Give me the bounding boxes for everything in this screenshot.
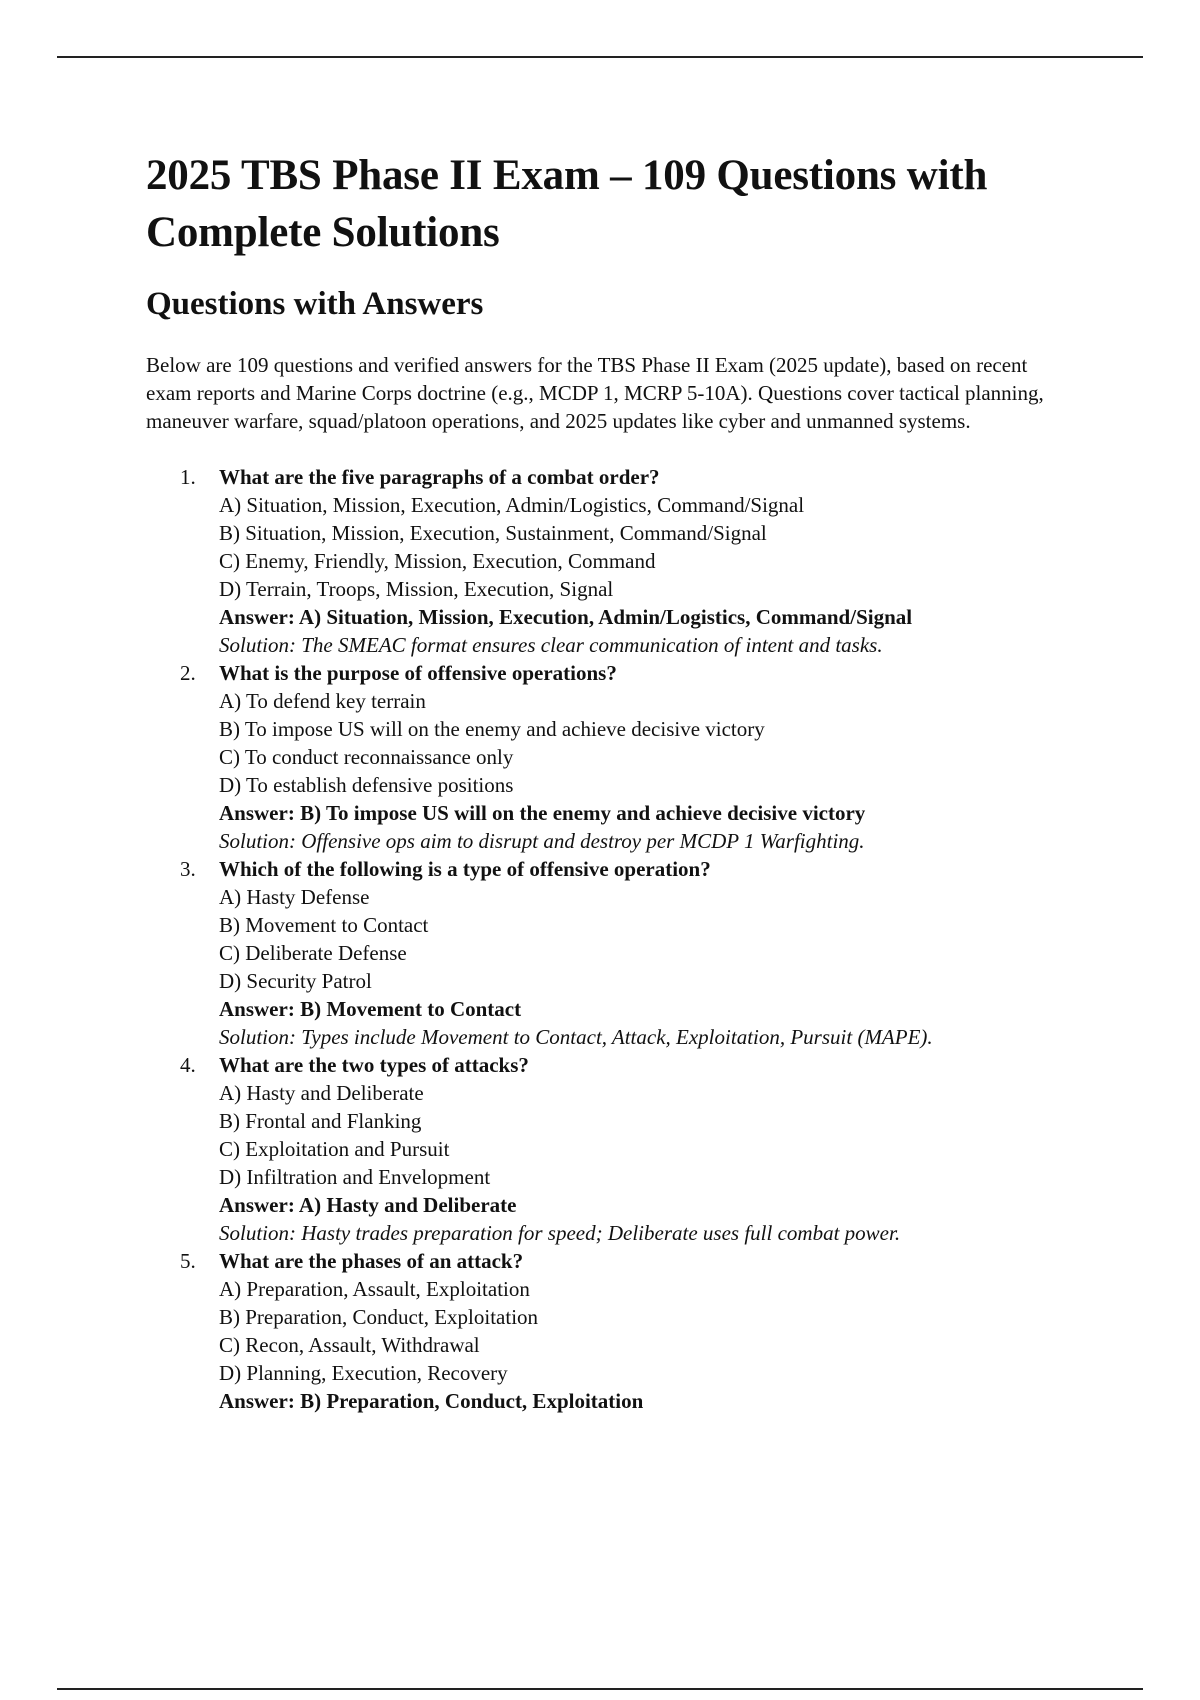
option-c: C) Enemy, Friendly, Mission, Execution, Command bbox=[219, 549, 656, 573]
question-item bbox=[146, 1247, 1086, 1415]
section-heading: Questions with Answers bbox=[146, 286, 484, 322]
solution-line: Solution: Hasty trades preparation for speed; Deliberate uses full combat power. bbox=[219, 1221, 901, 1245]
option-a: A) Hasty and Deliberate bbox=[219, 1081, 424, 1105]
question-list bbox=[146, 463, 1086, 1415]
question-item bbox=[146, 1051, 1086, 1247]
question-text: What are the two types of attacks? bbox=[219, 1053, 529, 1077]
option-a: A) To defend key terrain bbox=[219, 689, 426, 713]
top-rule bbox=[57, 56, 1143, 58]
answer-line: Answer: A) Hasty and Deliberate bbox=[219, 1193, 517, 1217]
option-d: D) Security Patrol bbox=[219, 969, 372, 993]
option-a: A) Preparation, Assault, Exploitation bbox=[219, 1277, 530, 1301]
answer-line: Answer: B) Preparation, Conduct, Exploitation bbox=[219, 1389, 644, 1413]
page-content bbox=[146, 147, 1086, 1415]
answer-line: Answer: A) Situation, Mission, Execution, Admin/Logistics, Command/Signal bbox=[219, 605, 913, 629]
question-item bbox=[146, 463, 1086, 659]
option-c: C) To conduct reconnaissance only bbox=[219, 745, 514, 769]
answer-line: Answer: B) To impose US will on the enemy and achieve decisive victory bbox=[219, 801, 866, 825]
question-number: 5. bbox=[180, 1249, 196, 1273]
question-number: 3. bbox=[180, 857, 196, 881]
question-text: What are the phases of an attack? bbox=[219, 1249, 524, 1273]
question-number: 4. bbox=[180, 1053, 196, 1077]
question-item bbox=[146, 855, 1086, 1051]
option-a: A) Hasty Defense bbox=[219, 885, 370, 909]
option-a: A) Situation, Mission, Execution, Admin/Logistics, Command/Signal bbox=[219, 493, 805, 517]
question-text: What are the five paragraphs of a combat order? bbox=[219, 465, 660, 489]
option-c: C) Recon, Assault, Withdrawal bbox=[219, 1333, 480, 1357]
option-b: B) To impose US will on the enemy and achieve decisive victory bbox=[219, 717, 765, 741]
option-d: D) Infiltration and Envelopment bbox=[219, 1165, 491, 1189]
option-d: D) To establish defensive positions bbox=[219, 773, 514, 797]
intro-paragraph: Below are 109 questions and verified answers for the TBS Phase II Exam (2025 update), based on recent exam reports and Marine Corps doctrine (e.g., MCDP 1, MCRP 5-10A). Questions cover tactical planning, maneuver warfare, squad/platoon operations, and 2025 updates like cyber and unmanned systems. bbox=[146, 353, 1044, 433]
option-d: D) Planning, Execution, Recovery bbox=[219, 1361, 508, 1385]
solution-line: Solution: The SMEAC format ensures clear communication of intent and tasks. bbox=[219, 633, 883, 657]
option-b: B) Movement to Contact bbox=[219, 913, 429, 937]
question-number: 1. bbox=[180, 465, 196, 489]
option-c: C) Exploitation and Pursuit bbox=[219, 1137, 450, 1161]
solution-line: Solution: Offensive ops aim to disrupt and destroy per MCDP 1 Warfighting. bbox=[219, 829, 865, 853]
question-item bbox=[146, 659, 1086, 855]
option-b: B) Frontal and Flanking bbox=[219, 1109, 422, 1133]
question-text: Which of the following is a type of offensive operation? bbox=[219, 857, 711, 881]
question-number: 2. bbox=[180, 661, 196, 685]
answer-line: Answer: B) Movement to Contact bbox=[219, 997, 522, 1021]
bottom-rule bbox=[57, 1688, 1143, 1690]
option-d: D) Terrain, Troops, Mission, Execution, Signal bbox=[219, 577, 614, 601]
document-title: 2025 TBS Phase II Exam – 109 Questions with Complete Solutions bbox=[146, 152, 988, 256]
option-b: B) Situation, Mission, Execution, Sustainment, Command/Signal bbox=[219, 521, 767, 545]
option-c: C) Deliberate Defense bbox=[219, 941, 407, 965]
question-text: What is the purpose of offensive operations? bbox=[219, 661, 617, 685]
option-b: B) Preparation, Conduct, Exploitation bbox=[219, 1305, 539, 1329]
solution-line: Solution: Types include Movement to Contact, Attack, Exploitation, Pursuit (MAPE). bbox=[219, 1025, 933, 1049]
